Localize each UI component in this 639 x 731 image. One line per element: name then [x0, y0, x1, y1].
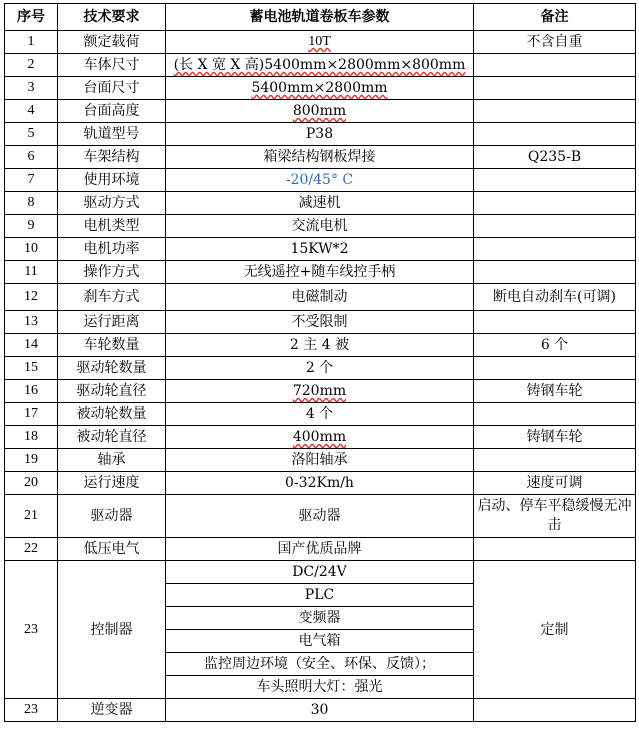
row-note [474, 192, 636, 215]
row-requirement: 台面高度 [58, 100, 166, 123]
row-param-text: 400mm [292, 429, 347, 445]
row-requirement: 驱动器 [58, 495, 166, 538]
row-param: 电磁制动 [166, 284, 474, 311]
row-requirement: 操作方式 [58, 261, 166, 284]
row-param [166, 426, 474, 449]
row-seq: 5 [5, 123, 58, 146]
row-seq: 7 [5, 169, 58, 192]
row-param [166, 31, 474, 54]
row-seq: 11 [5, 261, 58, 284]
row-requirement: 电机功率 [58, 238, 166, 261]
row-seq: 6 [5, 146, 58, 169]
table-row [5, 238, 636, 261]
row-note: Q235-B [474, 146, 636, 169]
row-param [166, 54, 474, 77]
table-row [5, 169, 636, 192]
row-note: 铸钢车轮 [474, 380, 636, 403]
controller-note: 定制 [474, 561, 636, 699]
header-row [5, 4, 636, 31]
table-row [5, 334, 636, 357]
row-note [474, 357, 636, 380]
row-param-text: 10T [308, 34, 331, 49]
row-param: 15KW*2 [166, 238, 474, 261]
row-param: 2 主 4 被 [166, 334, 474, 357]
row-seq: 1 [5, 31, 58, 54]
table-row [5, 380, 636, 403]
table-row [5, 261, 636, 284]
table-row [5, 426, 636, 449]
header-parameters: 蓄电池轨道卷板车参数 [166, 4, 474, 31]
controller-requirement: 控制器 [58, 561, 166, 699]
controller-item: PLC [166, 584, 474, 607]
row-note [474, 123, 636, 146]
table-row [5, 123, 636, 146]
table-row [5, 403, 636, 426]
row-note [474, 169, 636, 192]
row-seq: 21 [5, 495, 58, 538]
table-row [5, 77, 636, 100]
row-param: 0-32Km/h [166, 472, 474, 495]
row-requirement: 逆变器 [58, 699, 166, 722]
row-note [474, 403, 636, 426]
row-note [474, 449, 636, 472]
row-seq: 12 [5, 284, 58, 311]
controller-row [5, 561, 636, 584]
row-param: 30 [166, 699, 474, 722]
row-seq: 16 [5, 380, 58, 403]
table-row [5, 54, 636, 77]
row-param: 2 个 [166, 357, 474, 380]
row-requirement: 使用环境 [58, 169, 166, 192]
row-requirement: 车体尺寸 [58, 54, 166, 77]
row-seq: 18 [5, 426, 58, 449]
table-row [5, 192, 636, 215]
table-row [5, 357, 636, 380]
row-seq: 22 [5, 538, 58, 561]
row-param: 驱动器 [166, 495, 474, 538]
row-seq: 9 [5, 215, 58, 238]
row-note [474, 699, 636, 722]
row-note [474, 215, 636, 238]
row-note [474, 538, 636, 561]
row-param: 交流电机 [166, 215, 474, 238]
row-requirement: 轨道型号 [58, 123, 166, 146]
row-note [474, 100, 636, 123]
table-row [5, 31, 636, 54]
table-row [5, 472, 636, 495]
row-seq: 17 [5, 403, 58, 426]
row-param: 4 个 [166, 403, 474, 426]
row-param: 不受限制 [166, 311, 474, 334]
row-requirement: 驱动轮数量 [58, 357, 166, 380]
row-param [166, 100, 474, 123]
row-requirement: 低压电气 [58, 538, 166, 561]
row-param [166, 77, 474, 100]
row-requirement: 轴承 [58, 449, 166, 472]
row-requirement: 额定载荷 [58, 31, 166, 54]
row-requirement: 刹车方式 [58, 284, 166, 311]
header-note: 备注 [474, 4, 636, 31]
row-requirement: 被动轮数量 [58, 403, 166, 426]
row-param [166, 380, 474, 403]
row-seq: 3 [5, 77, 58, 100]
row-param: -20/45° C [166, 169, 474, 192]
row-param-text: 5400mm×2800mm [251, 80, 388, 96]
row-note: 断电自动刹车(可调) [474, 284, 636, 311]
row-requirement: 驱动轮直径 [58, 380, 166, 403]
row-note [474, 54, 636, 77]
controller-seq: 23 [5, 561, 58, 699]
header-seq: 序号 [5, 4, 58, 31]
controller-item: 电气箱 [166, 630, 474, 653]
table-row [5, 146, 636, 169]
row-param: 洛阳轴承 [166, 449, 474, 472]
row-param: P38 [166, 123, 474, 146]
controller-item: 监控周边环境（安全、环保、反馈）； [166, 653, 474, 676]
row-requirement: 被动轮直径 [58, 426, 166, 449]
table-row [5, 699, 636, 722]
spec-table-wrapper [4, 3, 636, 722]
header-requirement: 技术要求 [58, 4, 166, 31]
row-param: 国产优质品牌 [166, 538, 474, 561]
row-param-text: 800mm [292, 103, 347, 119]
row-seq: 20 [5, 472, 58, 495]
row-seq: 15 [5, 357, 58, 380]
row-note: 启动、停车平稳缓慢无冲击 [474, 495, 636, 538]
table-row [5, 284, 636, 311]
row-requirement: 电机类型 [58, 215, 166, 238]
row-note: 铸钢车轮 [474, 426, 636, 449]
row-note: 不含自重 [474, 31, 636, 54]
controller-item: 车头照明大灯：强光 [166, 676, 474, 699]
table-row [5, 538, 636, 561]
row-param-text: 720mm [292, 383, 347, 399]
table-row [5, 215, 636, 238]
row-seq: 14 [5, 334, 58, 357]
row-seq: 4 [5, 100, 58, 123]
row-seq: 13 [5, 311, 58, 334]
row-requirement: 运行速度 [58, 472, 166, 495]
table-row [5, 100, 636, 123]
row-note [474, 77, 636, 100]
row-seq: 23 [5, 699, 58, 722]
table-row [5, 311, 636, 334]
row-note [474, 261, 636, 284]
controller-item: DC/24V [166, 561, 474, 584]
row-note: 6 个 [474, 334, 636, 357]
row-note [474, 238, 636, 261]
row-seq: 19 [5, 449, 58, 472]
row-requirement: 台面尺寸 [58, 77, 166, 100]
row-requirement: 运行距离 [58, 311, 166, 334]
row-param: 减速机 [166, 192, 474, 215]
row-param: 箱梁结构钢板焊接 [166, 146, 474, 169]
row-requirement: 驱动方式 [58, 192, 166, 215]
row-requirement: 车架结构 [58, 146, 166, 169]
controller-item: 变频器 [166, 607, 474, 630]
row-note: 速度可调 [474, 472, 636, 495]
row-note [474, 311, 636, 334]
table-row [5, 449, 636, 472]
table-row [5, 495, 636, 538]
row-seq: 10 [5, 238, 58, 261]
row-seq: 8 [5, 192, 58, 215]
row-param: 无线遥控+随车线控手柄 [166, 261, 474, 284]
row-param-text: (长 X 宽 X 高)5400mm×2800mm×800mm [173, 57, 466, 73]
spec-table [4, 3, 636, 722]
row-seq: 2 [5, 54, 58, 77]
row-requirement: 车轮数量 [58, 334, 166, 357]
